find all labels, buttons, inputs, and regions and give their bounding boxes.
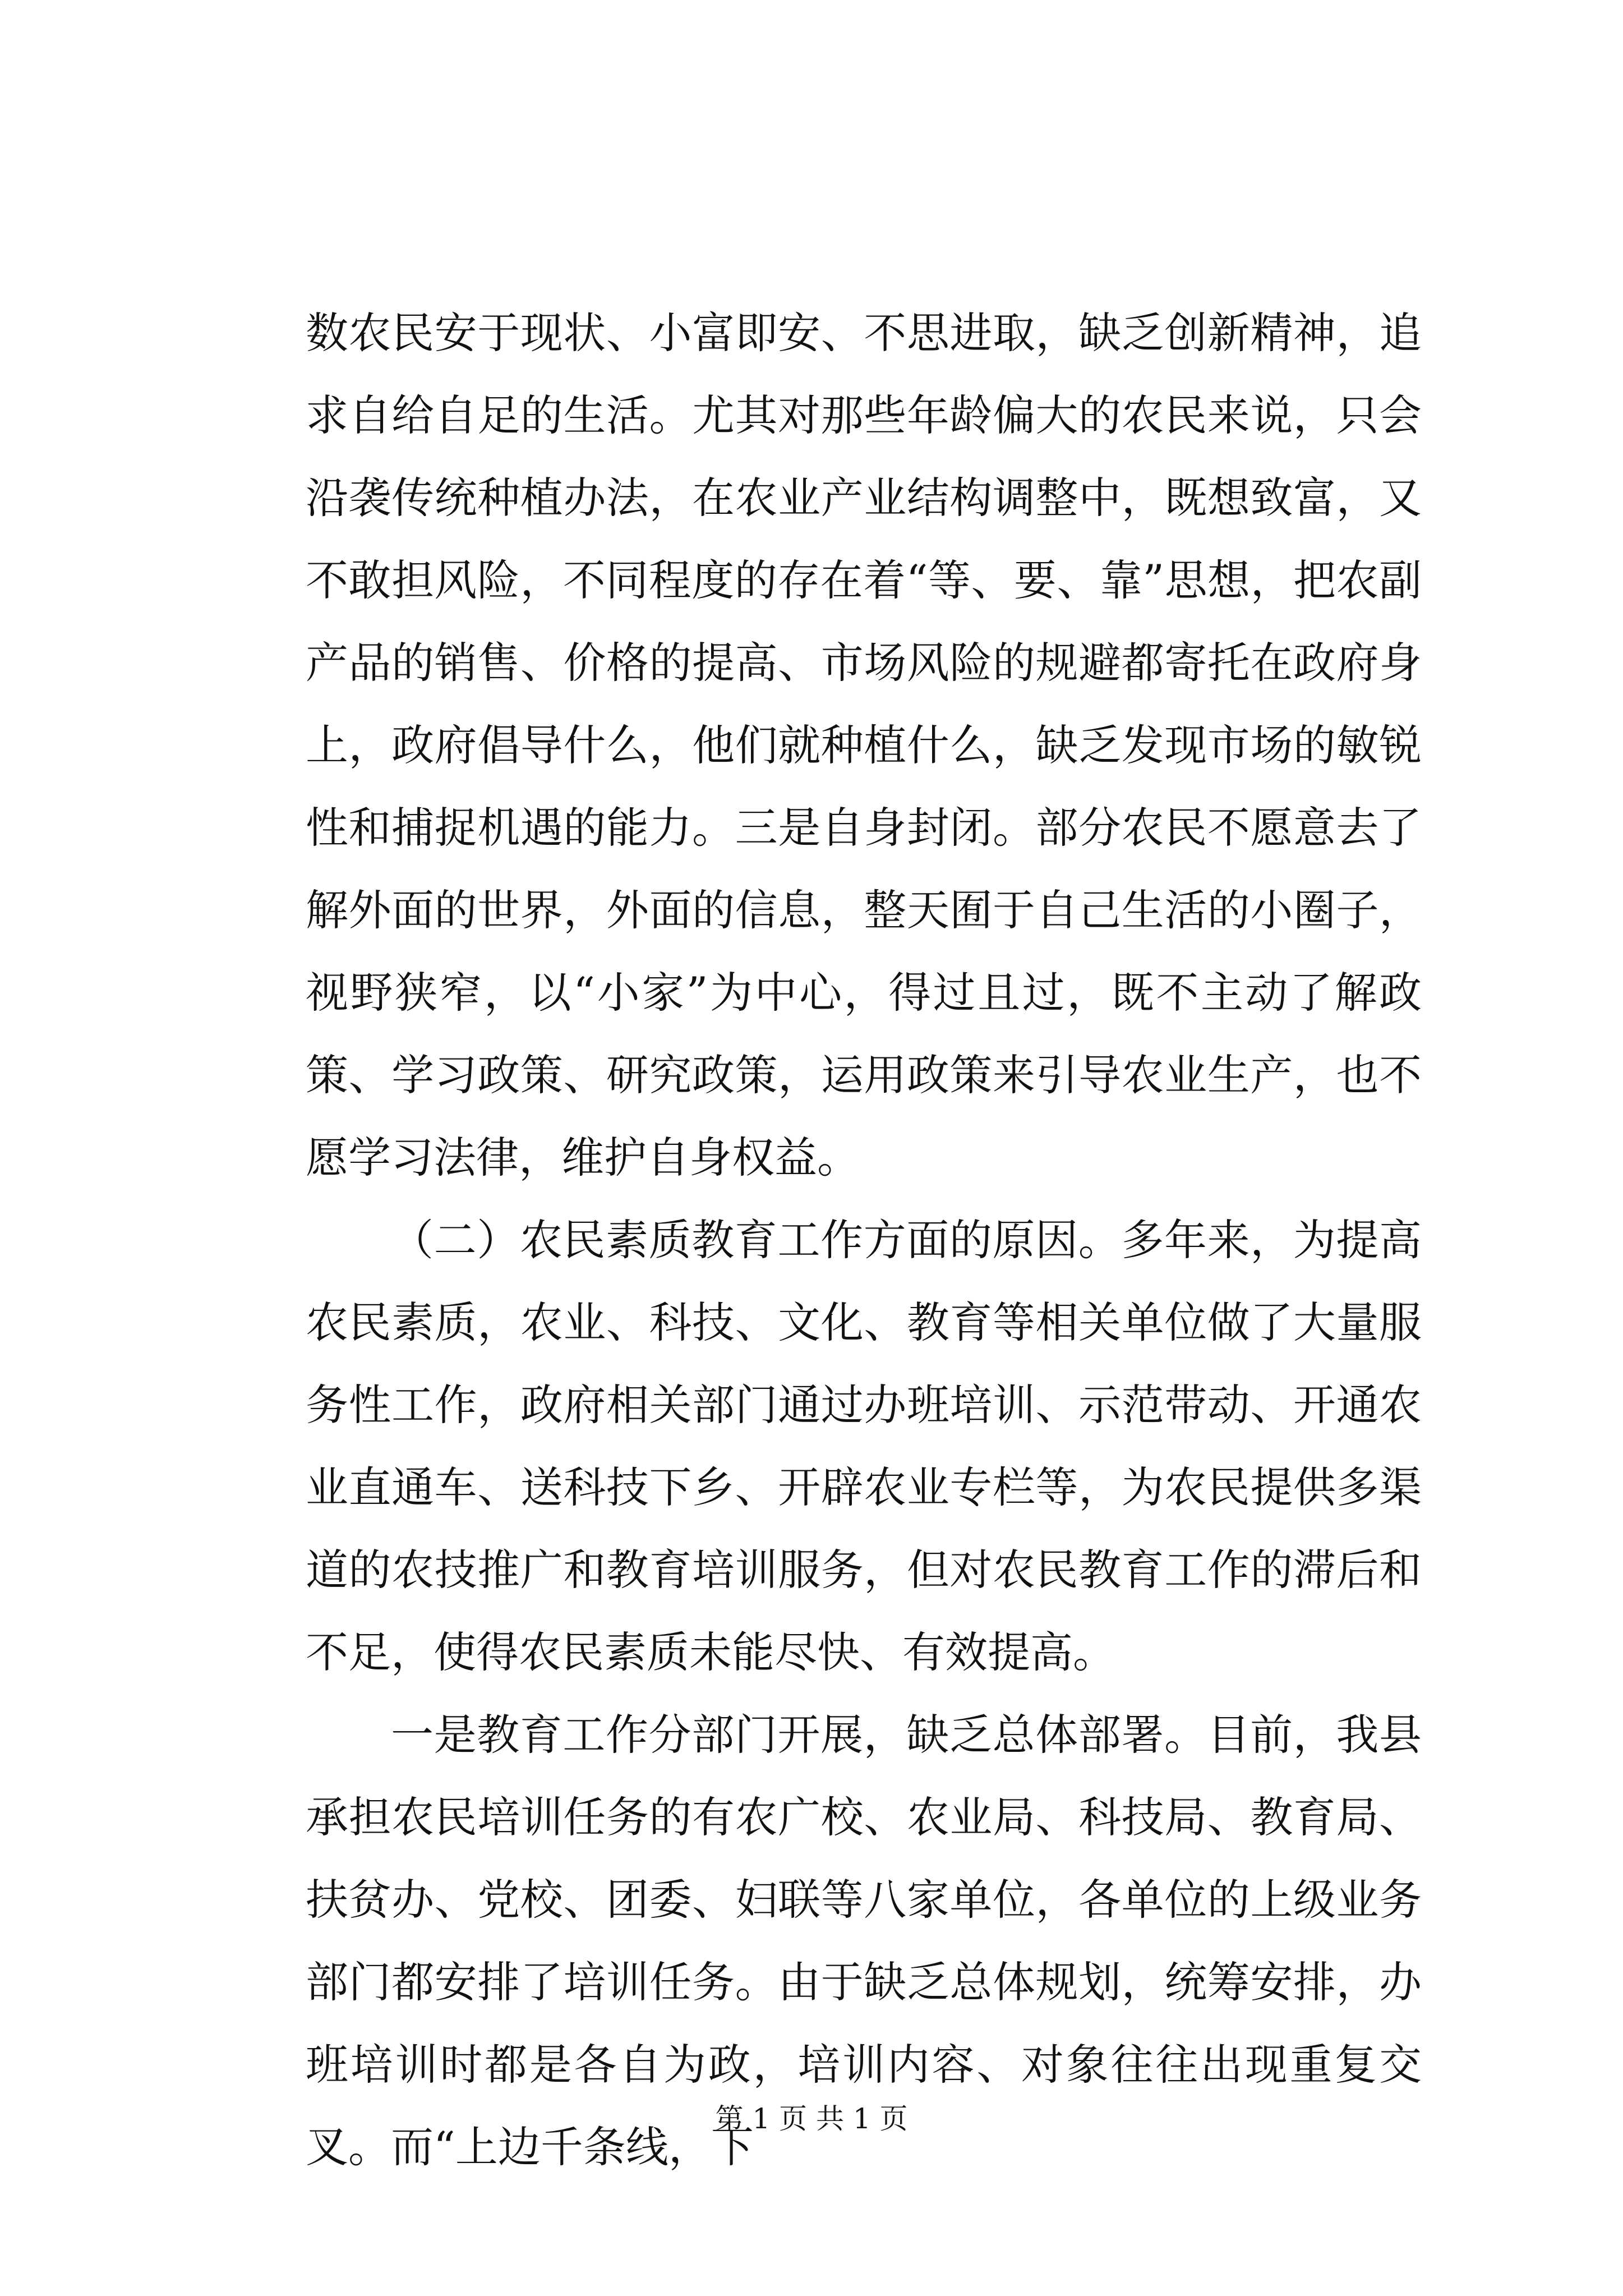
document-body <box>306 292 1422 2188</box>
page-footer: 第 1 页 共 1 页 <box>715 2102 908 2135</box>
paragraph-2: （二）农民素质教育工作方面的原因。多年来，为提高农民素质，农业、科技、文化、教育等相关单位做了大量服务性工作，政府相关部门通过办班培训、示范带动、开通农业直通车、送科技下乡、开辟农业专栏等，为农民提供多渠道的农技推广和教育培训服务，但对农民教育工作的滞后和不足，使得农民素质未能尽快、有效提高。 <box>306 1215 1422 1677</box>
paragraph-3: 一是教育工作分部门开展，缺乏总体部署。目前，我县承担农民培训任务的有农广校、农业局、科技局、教育局、扶贫办、党校、团委、妇联等八家单位，各单位的上级业务部门都安排了培训任务。由于缺乏总体规划，统筹安排，办班培训时都是各自为政，培训内容、对象往往出现重复交叉。而“上边千条线，下 <box>306 1710 1422 2172</box>
paragraph-1: 数农民安于现状、小富即安、不思进取，缺乏创新精神，追求自给自足的生活。尤其对那些年龄偏大的农民来说，只会沿袭传统种植办法，在农业产业结构调整中，既想致富，又不敢担风险，不同程度的存在着“等、要、靠”思想，把农副产品的销售、价格的提高、市场风险的规避都寄托在政府身上，政府倡导什么，他们就种植什么，缺乏发现市场的敏锐性和捕捉机遇的能力。三是自身封闭。部分农民不愿意去了解外面的世界，外面的信息，整天囿于自己生活的小圈子，视野狭窄，以“小家”为中心，得过且过，既不主动了解政策、学习政策、研究政策，运用政策来引导农业生产，也不愿学习法律，维护自身权益。 <box>306 308 1422 1182</box>
